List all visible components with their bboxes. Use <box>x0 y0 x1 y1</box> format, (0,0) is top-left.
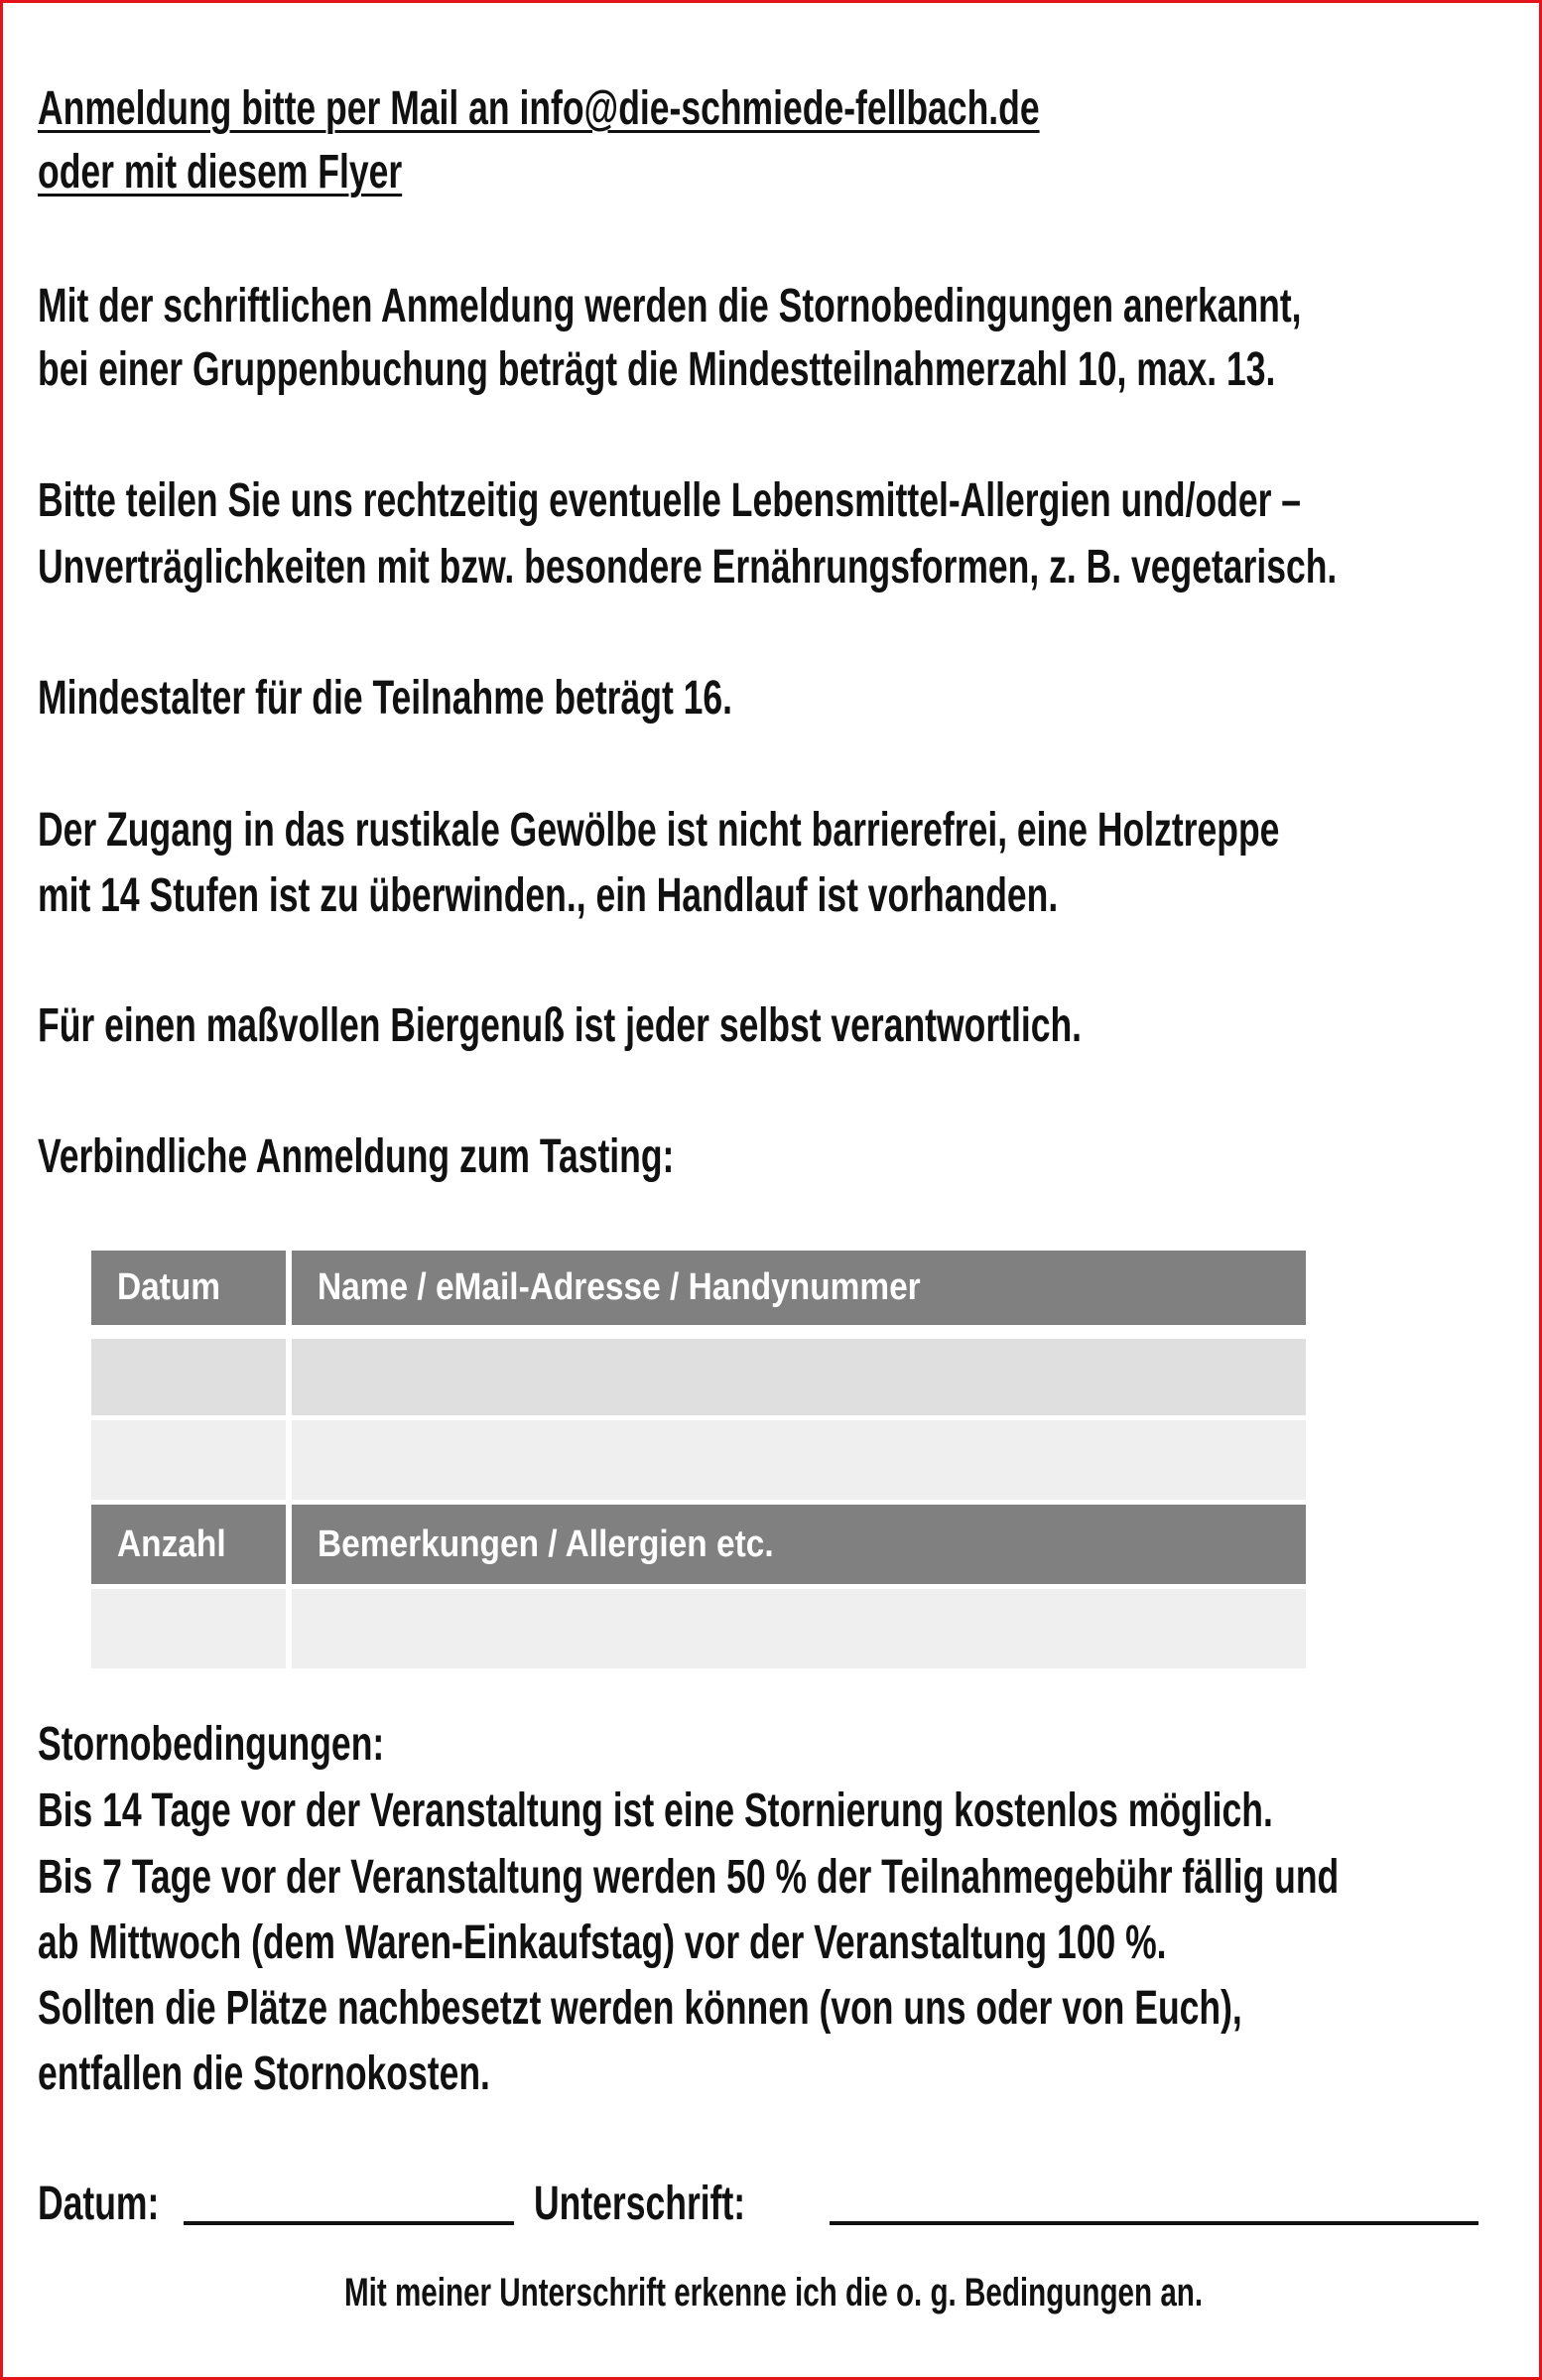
date-field[interactable] <box>91 1339 286 1415</box>
header-remarks: Bemerkungen / Allergien etc. <box>292 1505 1306 1584</box>
cancellation-line: ab Mittwoch (dem Waren-Einkaufstag) vor der Veranstaltung 100 %. <box>38 1917 1167 1969</box>
cancellation-line: entfallen die Stornokosten. <box>38 2048 490 2100</box>
header-contact: Name / eMail-Adresse / Handynummer <box>292 1251 1306 1325</box>
beer-paragraph: Für einen maßvollen Biergenuß ist jeder selbst verantwortlich. <box>38 999 1083 1052</box>
cancellation-line: Sollten die Plätze nachbesetzt werden können (von uns oder von Euch), <box>38 1982 1242 2035</box>
count-field[interactable] <box>91 1589 286 1668</box>
signature-line[interactable] <box>830 2221 1478 2225</box>
date-label: Datum: <box>38 2178 160 2230</box>
intro-flyer-line: oder mit diesem Flyer <box>38 146 403 198</box>
contact-field[interactable] <box>292 1339 1306 1415</box>
date-signature-line[interactable] <box>184 2221 514 2225</box>
contact-field-2[interactable] <box>292 1420 1306 1500</box>
remarks-field[interactable] <box>292 1589 1306 1668</box>
cancellation-heading: Stornobedingungen: <box>38 1718 385 1771</box>
header-count: Anzahl <box>91 1505 286 1584</box>
header-date: Datum <box>91 1251 286 1325</box>
allergy-paragraph: Unverträglichkeiten mit bzw. besondere Ernährungsformen, z. B. vegetarisch. <box>38 541 1338 594</box>
allergy-paragraph: Bitte teilen Sie uns rechtzeitig eventuelle Lebensmittel-Allergien und/oder – <box>38 474 1302 527</box>
cancellation-line: Bis 7 Tage vor der Veranstaltung werden 50 % der Teilnahmegebühr fällig und <box>38 1851 1340 1904</box>
cancellation-line: Bis 14 Tage vor der Veranstaltung ist eine Stornierung kostenlos möglich. <box>38 1785 1273 1837</box>
consent-text: Mit meiner Unterschrift erkenne ich die o. g. Bedingungen an. <box>344 2271 1204 2314</box>
access-paragraph: Der Zugang in das rustikale Gewölbe ist nicht barrierefrei, eine Holztreppe <box>38 804 1280 857</box>
consent-footer <box>3 2271 1542 2315</box>
date-field-2[interactable] <box>91 1420 286 1500</box>
registration-heading: Verbindliche Anmeldung zum Tasting: <box>38 1130 675 1183</box>
access-paragraph: mit 14 Stufen ist zu überwinden., ein Handlauf ist vorhanden. <box>38 869 1059 922</box>
terms-paragraph: Mit der schriftlichen Anmeldung werden die Stornobedingungen anerkannt, <box>38 280 1302 332</box>
min-age-paragraph: Mindestalter für die Teilnahme beträgt 16. <box>38 672 733 725</box>
terms-paragraph: bei einer Gruppenbuchung beträgt die Mindestteilnahmerzahl 10, max. 13. <box>38 343 1276 396</box>
intro-email-line: Anmeldung bitte per Mail an info@die-schmiede-fellbach.de <box>38 82 1040 135</box>
signature-label: Unterschrift: <box>534 2178 746 2230</box>
